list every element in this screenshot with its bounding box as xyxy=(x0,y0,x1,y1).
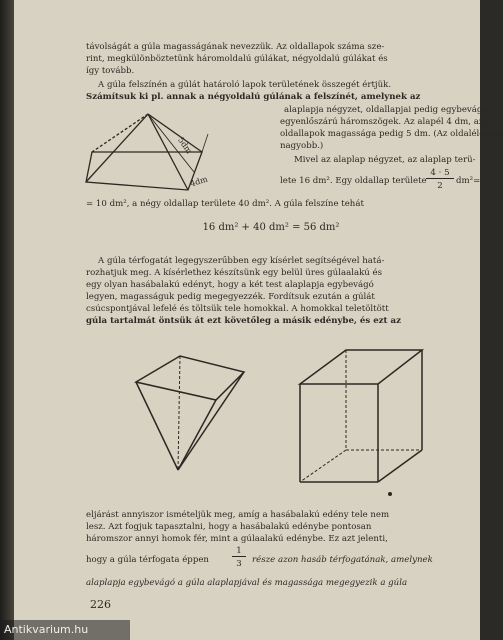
text-line: része azon hasáb térfogatának, amelynek xyxy=(252,555,433,565)
text-line: gúla tartalmát öntsük át ezt követőleg a másik edénybe, és ezt az xyxy=(86,316,401,326)
text-line: dm²= xyxy=(456,176,481,186)
text-line: egy olyan hasábalakú edényt, hogy a két test alaplapja egybevágó xyxy=(86,280,374,290)
side-height-label: 5dm xyxy=(176,135,194,156)
text-line: Számítsuk ki pl. annak a négyoldalú gúlának a felszínét, amelynek az xyxy=(86,92,421,102)
prism-figure xyxy=(298,346,428,498)
text-line: oldallapok magassága pedig 5 dm. (Az oldalélennél xyxy=(280,129,503,139)
text-line: lesz. Azt fogjuk tapasztalni, hogy a hasábalakú edénybe pontosan xyxy=(86,522,372,532)
inverted-pyramid-figure xyxy=(134,346,274,476)
fraction-denominator: 3 xyxy=(236,559,242,569)
text-line: háromszor annyi homok fér, mint a gúlaalakú edénybe. Ez azt jelenti, xyxy=(86,534,388,544)
text-line: alaplapja egybevágó a gúla alaplapjával és magassága megegyezik a gúla xyxy=(86,578,408,588)
text-line: lete 16 dm². Egy oldallap területe xyxy=(280,176,427,186)
text-line: egyenlőszárú háromszögek. Az alapél 4 dm, az xyxy=(280,117,484,127)
text-line: A gúla térfogatát legegyszerűbben egy kísérlet segítségével hatá- xyxy=(98,256,385,266)
text-line: = 10 dm², a négy oldallap területe 40 dm². A gúla felszíne tehát xyxy=(86,199,364,209)
text-line: legyen, magasságuk pedig megegyezzék. Fordítsuk ezután a gúlát xyxy=(86,292,375,302)
text-line: A gúla felszínén a gúlát határoló lapok területének összegét értjük. xyxy=(98,80,392,90)
pyramid-figure xyxy=(84,104,274,196)
page-number: 226 xyxy=(90,598,111,611)
text-line: rozhatjuk meg. A kísérlethez készítsünk egy belül üres gúlaalakú és xyxy=(86,268,383,278)
book-gutter xyxy=(0,0,14,640)
text-line: így tovább. xyxy=(86,66,135,76)
formula: 16 dm² + 40 dm² = 56 dm² xyxy=(202,222,340,233)
watermark-logo: Antikvarium.hu xyxy=(0,620,130,640)
text-line: hogy a gúla térfogata éppen xyxy=(86,555,209,565)
text-line: eljárást annyiszor ismételjük meg, amíg a hasábalakú edény tele nem xyxy=(86,510,390,520)
text-line: rint, megkülönböztetünk háromoldalú gúlákat, négyoldalú gúlákat és xyxy=(86,54,388,64)
text-line: alaplapja négyzet, oldallapjai pedig egybevágó xyxy=(284,105,488,115)
book-page xyxy=(14,0,503,640)
text-line: nagyobb.) xyxy=(280,141,324,151)
text-line: csúcspontjával lefelé és töltsük tele homokkal. A homokkal teletöltött xyxy=(86,304,389,314)
fraction-numerator: 1 xyxy=(232,546,246,557)
fraction-denominator: 2 xyxy=(437,181,443,191)
base-edge-label: 4dm xyxy=(189,174,209,189)
text-line: távolságát a gúla magasságának nevezzük. Az oldallapok száma sze- xyxy=(86,42,385,52)
fraction-numerator: 4 · 5 xyxy=(426,168,454,179)
text-line: Mivel az alaplap négyzet, az alaplap terü- xyxy=(294,155,476,165)
